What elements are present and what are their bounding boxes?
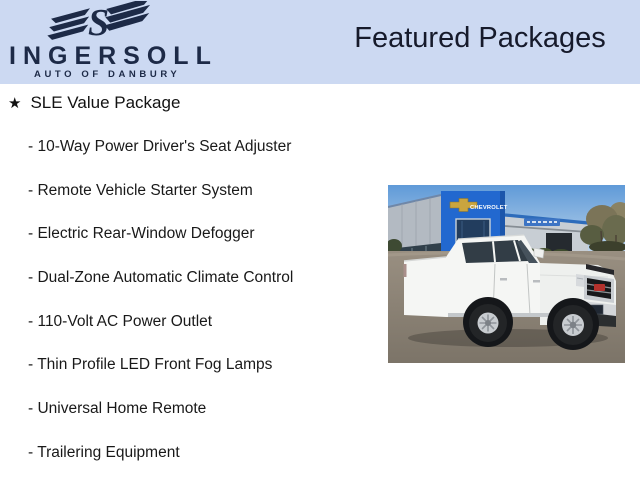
header-band: [0, 0, 640, 84]
package-name: SLE Value Package: [30, 93, 181, 112]
truck-dealership-scene: [388, 185, 625, 363]
ingersoll-wings-icon: [42, 1, 158, 43]
page-title: Featured Packages: [354, 22, 606, 54]
dealer-name: INGERSOLL: [9, 42, 218, 70]
headlight: [576, 274, 584, 287]
feature-item: - Dual-Zone Automatic Climate Control: [28, 268, 294, 286]
side-mirror: [534, 248, 544, 258]
feature-item: - Thin Profile LED Front Fog Lamps: [28, 356, 273, 374]
feature-list: [28, 125, 293, 475]
chevrolet-sign-text: CHEVROLET: [470, 205, 508, 211]
feature-item: - Electric Rear-Window Defogger: [28, 225, 255, 243]
feature-item: - Universal Home Remote: [28, 399, 207, 417]
star-icon: ★: [8, 94, 22, 112]
svg-text:S: S: [88, 2, 110, 43]
gmc-badge: [594, 284, 605, 291]
vehicle-photo: [388, 185, 625, 363]
package-heading: [8, 93, 180, 113]
feature-item: - 10-Way Power Driver's Seat Adjuster: [28, 137, 292, 155]
dealer-logo: [0, 0, 230, 84]
feature-item: - Remote Vehicle Starter System: [28, 181, 253, 199]
feature-item: - Trailering Equipment: [28, 443, 180, 461]
dealer-subtitle: AUTO OF DANBURY: [34, 69, 181, 80]
feature-item: - 110-Volt AC Power Outlet: [28, 312, 213, 330]
